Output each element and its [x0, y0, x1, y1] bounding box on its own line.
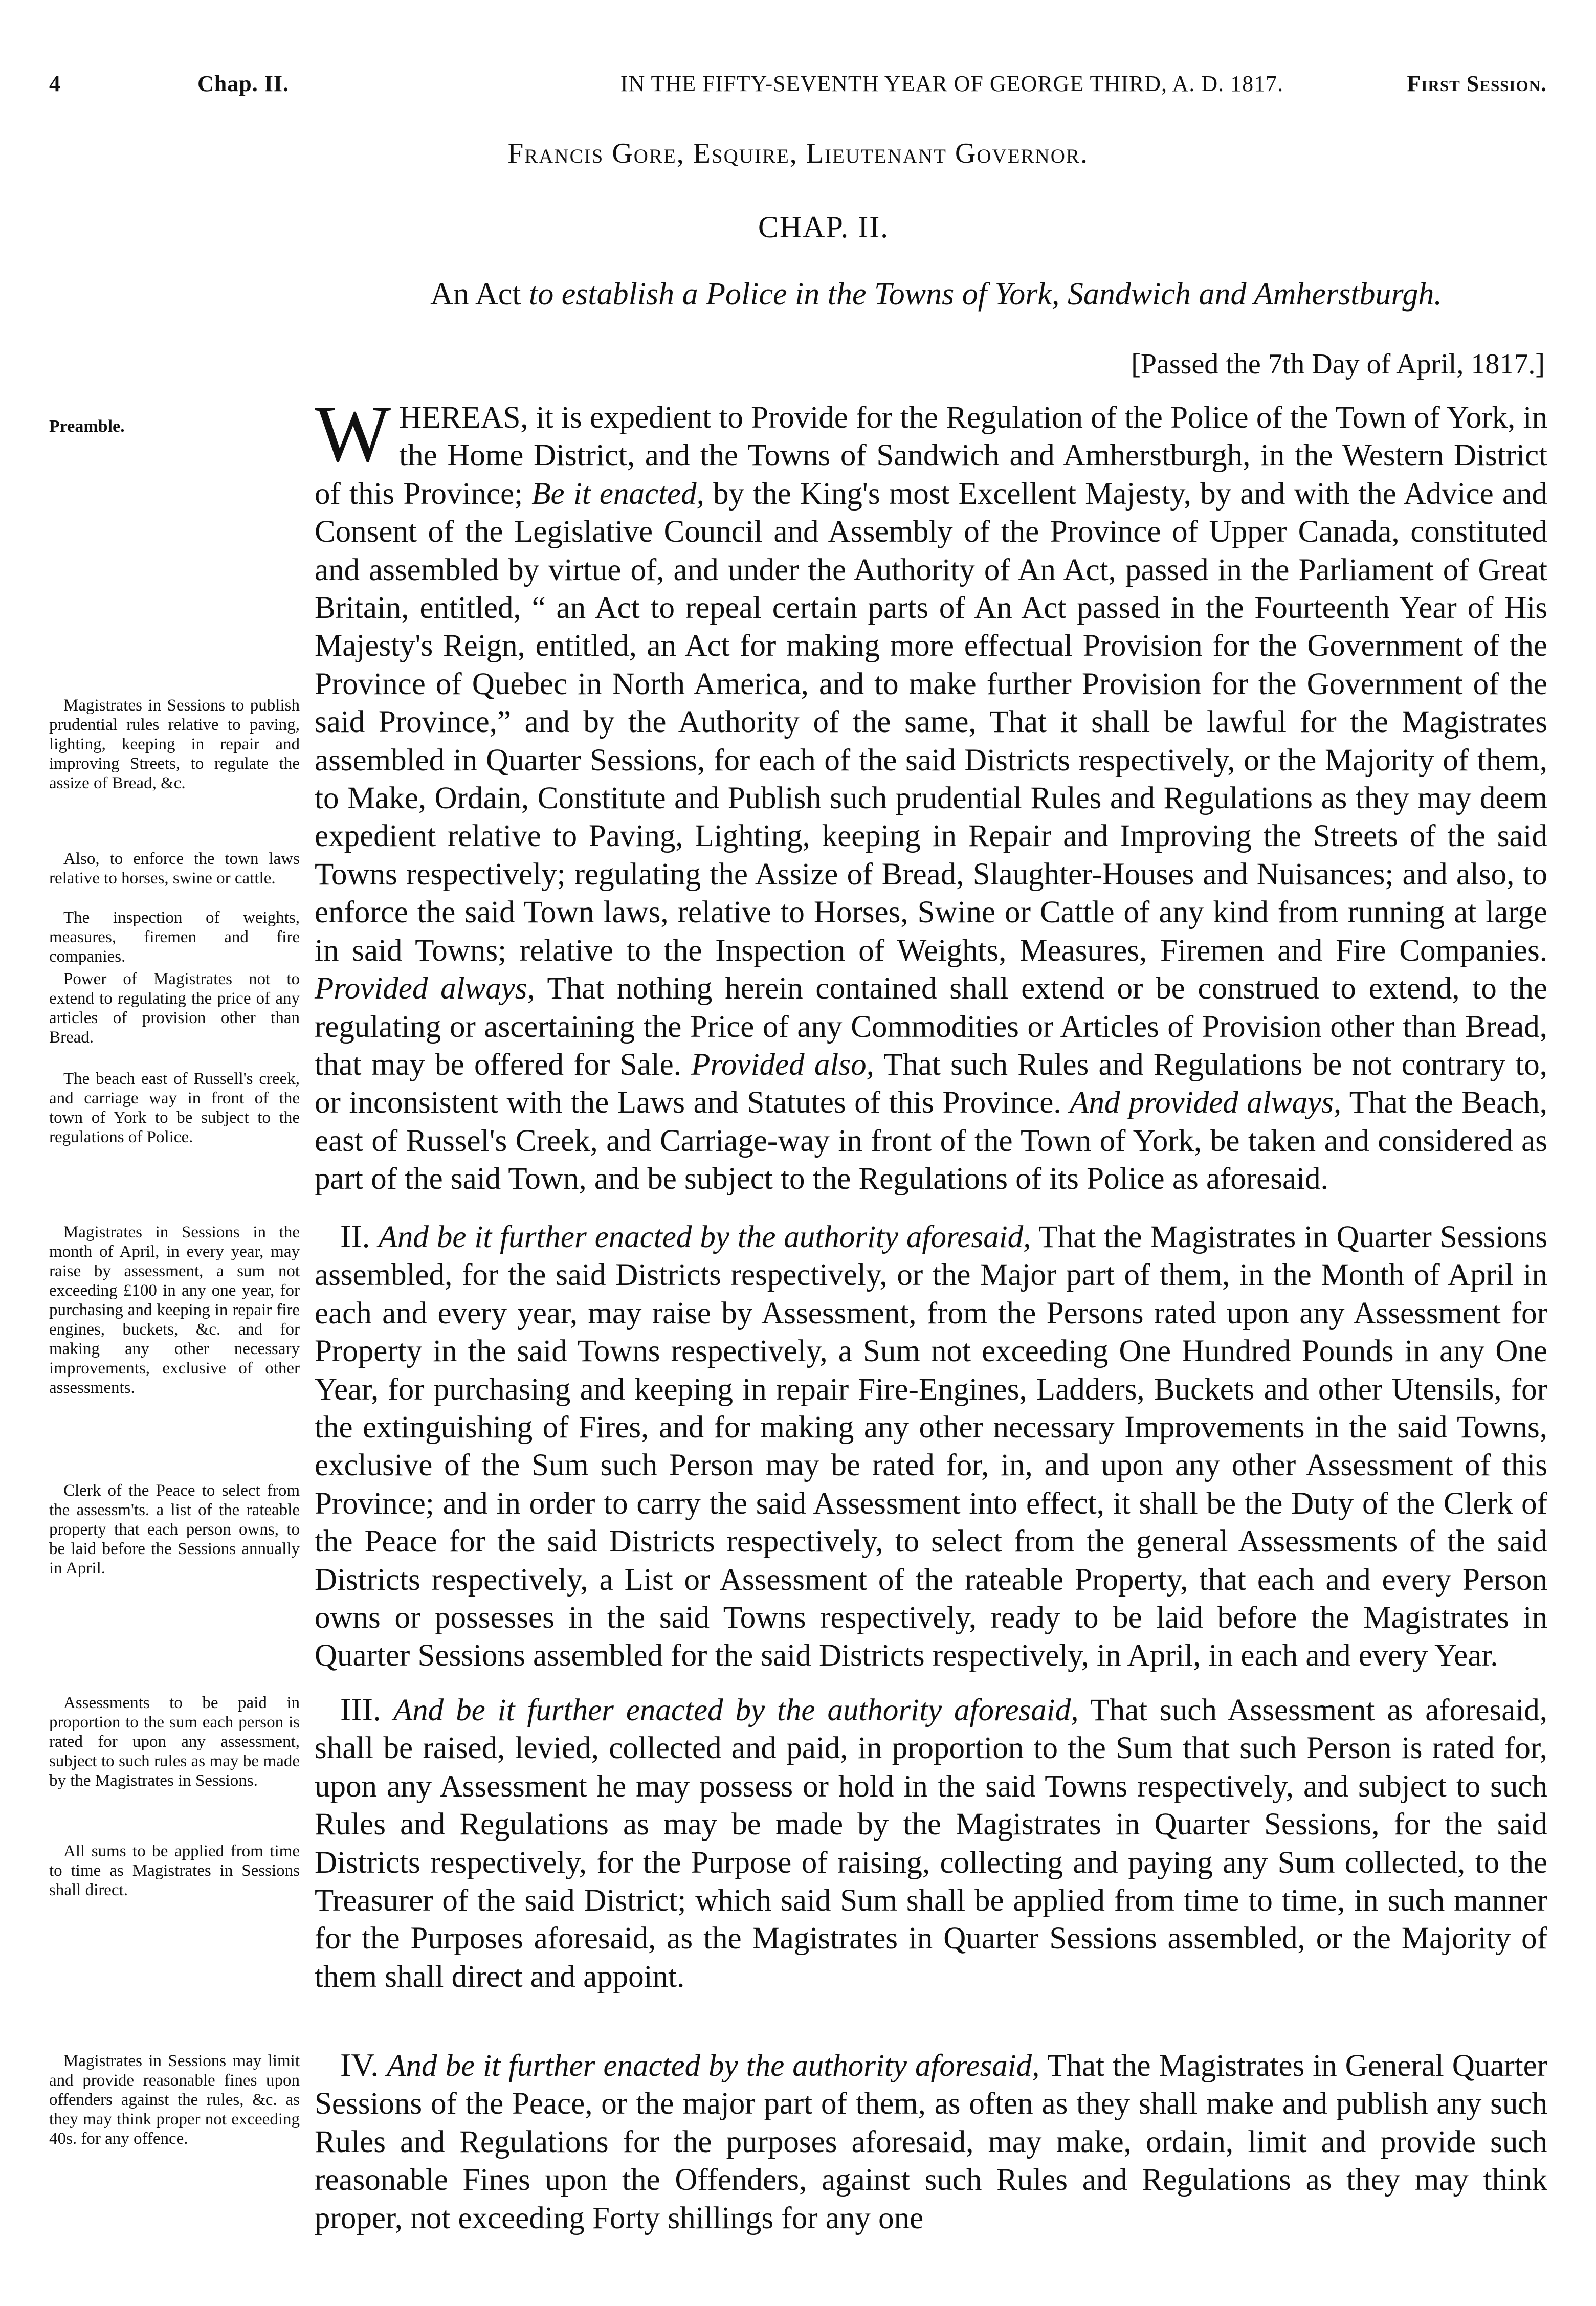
drop-cap: W	[315, 389, 391, 479]
preamble-paragraph	[315, 389, 1548, 1199]
enacting-clause: And be it further enacted by the authority aforesaid,	[378, 1220, 1031, 1254]
body-text: That the Magistrates in General Quarter Sessions of the Peace, or the major part of them, as often as they shall make and publish any such Rules and Regulations for the purposes aforesaid, may make, ordain, limit and provide such reasonable Fines upon the Offenders, against such Rules and Regulations as they may think proper, not exceeding Forty shillings for any one	[315, 2049, 1547, 2235]
body-text: That such Assessment as aforesaid, shall be raised, levied, collected and paid, in proportion to the Sum that such Person is rated for, upon any Assessment he may possess or hold in the said Towns respectively, and subject to such Rules and Regulations as may be made by the Magistrates in Quarter Sessions, for the said Districts respectively, for the Purpose of raising, collecting and paying any Sum collected, to the Treasurer of the said District; which said Sum shall be applied from time to time, in such manner for the Purposes aforesaid, as the Magistrates in Quarter Sessions assembled, or the Majority of them shall direct and appoint.	[315, 1693, 1547, 1994]
section-3-paragraph	[315, 1691, 1547, 1996]
passed-date: [Passed the 7th Day of April, 1817.]	[1131, 348, 1545, 380]
body-text: That the Magistrates in Quarter Sessions assembled, for the said Districts respectively, or the Major part of them, in the Month of April in each and every year, may raise by Assessment, from the Persons rated upon any Assessment for Property in the said Towns respectively, a Sum not exceeding One Hundred Pounds in any One Year, for purchasing and keeping in repair Fire-Engines, Ladders, Buckets and other Utensils, for the extinguishing of Fires, and for making any other necessary Improvements in the said Towns, exclusive of the Sum such Person may be rated for, in, and upon any other Assessment of this Province; and in order to carry the said Assessment into effect, it shall be the Duty of the Clerk of the Peace for the said Districts respectively, to select from the general Assessments of the said Districts respectively, a List or Assessment of the rateable Property, that each and every Person owns or possesses in the said Towns respectively, ready to be laid before the Magistrates in Quarter Sessions assembled for the said Districts respectively, in April, in each and every Year.	[315, 1220, 1547, 1673]
governor-line: Francis Gore, Esquire, Lieutenant Governor.	[507, 138, 1089, 169]
body-text: by the King's most Excellent Majesty, by and with the Advice and Consent of the Legislative Council and Assembly of the Province of Upper Canada, constituted and assembled by virtue of, and under the Authority of An Act, passed in the Parliament of Great Britain, entitled, “ an Act to repeal certain parts of An Act passed in the Fourteenth Year of His Majesty's Reign, entitled, an Act for making more effectual Provision for the Government of the Province of Quebec in North America, and to make further Provision for the Government of the said Province,” and by the Authority of the same, That it shall be lawful for the Magistrates assembled in Quarter Sessions, for each of the said Districts respectively, or the Majority of them, to Make, Ordain, Constitute and Publish such prudential Rules and Regulations as they may deem expedient relative to Paving, Lighting, keeping in Repair and Improving the Streets of the said Towns respectively; regulating the Assize of Bread, Slaughter-Houses and Nuisances; and also, to enforce the said Town laws, relative to Horses, Swine or Cattle of any kind from running at large in said Towns; relative to the Inspection of Weights, Measures, Firemen and Fire Companies.	[315, 476, 1547, 968]
body-text: That such Rules and Regulations be not contrary to, or inconsistent with the Laws and Statutes of this Province.	[315, 1047, 1547, 1120]
enacting-clause: And be it further enacted by the authority aforesaid,	[387, 2049, 1040, 2083]
section-number: II.	[340, 1218, 370, 1254]
body-text: HEREAS, it is expedient to Provide for the Regulation of the Police of the Town of York, in the Home District, and the Towns of Sandwich and Amherstburgh, in the Western District of this Province;	[315, 401, 1547, 511]
margin-note: The inspection of weights, measures, firemen and fire companies.	[49, 908, 300, 966]
body-text: That the Beach, east of Russel's Creek, and Carriage-way in front of the Town of York, be taken and considered as part of the said Town, and be subject to the Regulations of its Police as aforesaid.	[315, 1085, 1548, 1196]
margin-note: Magistrates in Sessions to publish prudential rules relative to paving, lighting, keeping in repair and improving Streets, to regulate the assize of Bread, &c.	[49, 696, 300, 792]
body-text-italic: Provided also,	[691, 1047, 874, 1082]
section-number: III.	[340, 1691, 381, 1727]
act-title-prefix: An Act	[430, 277, 521, 312]
margin-note: The beach east of Russell's creek, and carriage way in front of the town of York to be subject to the regulations of Police.	[49, 1070, 300, 1146]
margin-note: Assessments to be paid in proportion to the sum each person is rated for upon any assessment, subject to such rules as may be made by the Magistrates in Sessions.	[49, 1694, 300, 1790]
chapter-heading: CHAP. II.	[758, 210, 890, 244]
margin-note: Magistrates in Sessions in the month of April, in every year, may raise by assessment, a sum not exceeding £100 in any one year, for purchasing and keeping in repair fire engines, buckets, &c. and for making any other necessary improvements, exclusive of other assessments.	[49, 1223, 300, 1397]
margin-note-preamble: Preamble.	[49, 417, 125, 436]
section-4-paragraph	[315, 2046, 1547, 2237]
running-title: IN THE FIFTY-SEVENTH YEAR OF GEORGE THIRD, A. D. 1817.	[620, 71, 1284, 96]
session-label: First Session.	[1407, 71, 1547, 96]
body-text-italic: And provided always,	[1070, 1085, 1342, 1120]
margin-note: All sums to be applied from time to time as Magistrates in Sessions shall direct.	[49, 1842, 300, 1899]
act-title	[317, 276, 1555, 313]
chapter-label: Chap. II.	[197, 71, 289, 96]
running-header	[49, 71, 1547, 112]
enacting-clause: And be it further enacted by the authority aforesaid,	[393, 1693, 1079, 1727]
section-number: IV.	[340, 2047, 379, 2083]
margin-note: Clerk of the Peace to select from the assessm'ts. a list of the rateable property that each person owns, to be laid before the Sessions annually in April.	[49, 1481, 300, 1578]
body-text: That nothing herein contained shall extend or be construed to extend, to the regulating or ascertaining the Price of any Commodities or Articles of Provision other than Bread, that may be offered for Sale.	[315, 971, 1548, 1082]
margin-note: Also, to enforce the town laws relative to horses, swine or cattle.	[49, 850, 300, 888]
act-title-text: to establish a Police in the Towns of York, Sandwich and Amherstburgh.	[528, 277, 1442, 312]
section-2-paragraph	[315, 1217, 1547, 1675]
margin-note: Magistrates in Sessions may limit and provide reasonable fines upon offenders against the rules, &c. as they may think proper not exceeding 40s. for any offence.	[49, 2052, 300, 2148]
body-text-italic: Provided always,	[315, 971, 535, 1006]
page-number: 4	[49, 71, 61, 96]
margin-note: Power of Magistrates not to extend to regulating the price of any articles of provision other than Bread.	[49, 970, 300, 1047]
body-text-italic: Be it enacted,	[531, 476, 704, 511]
